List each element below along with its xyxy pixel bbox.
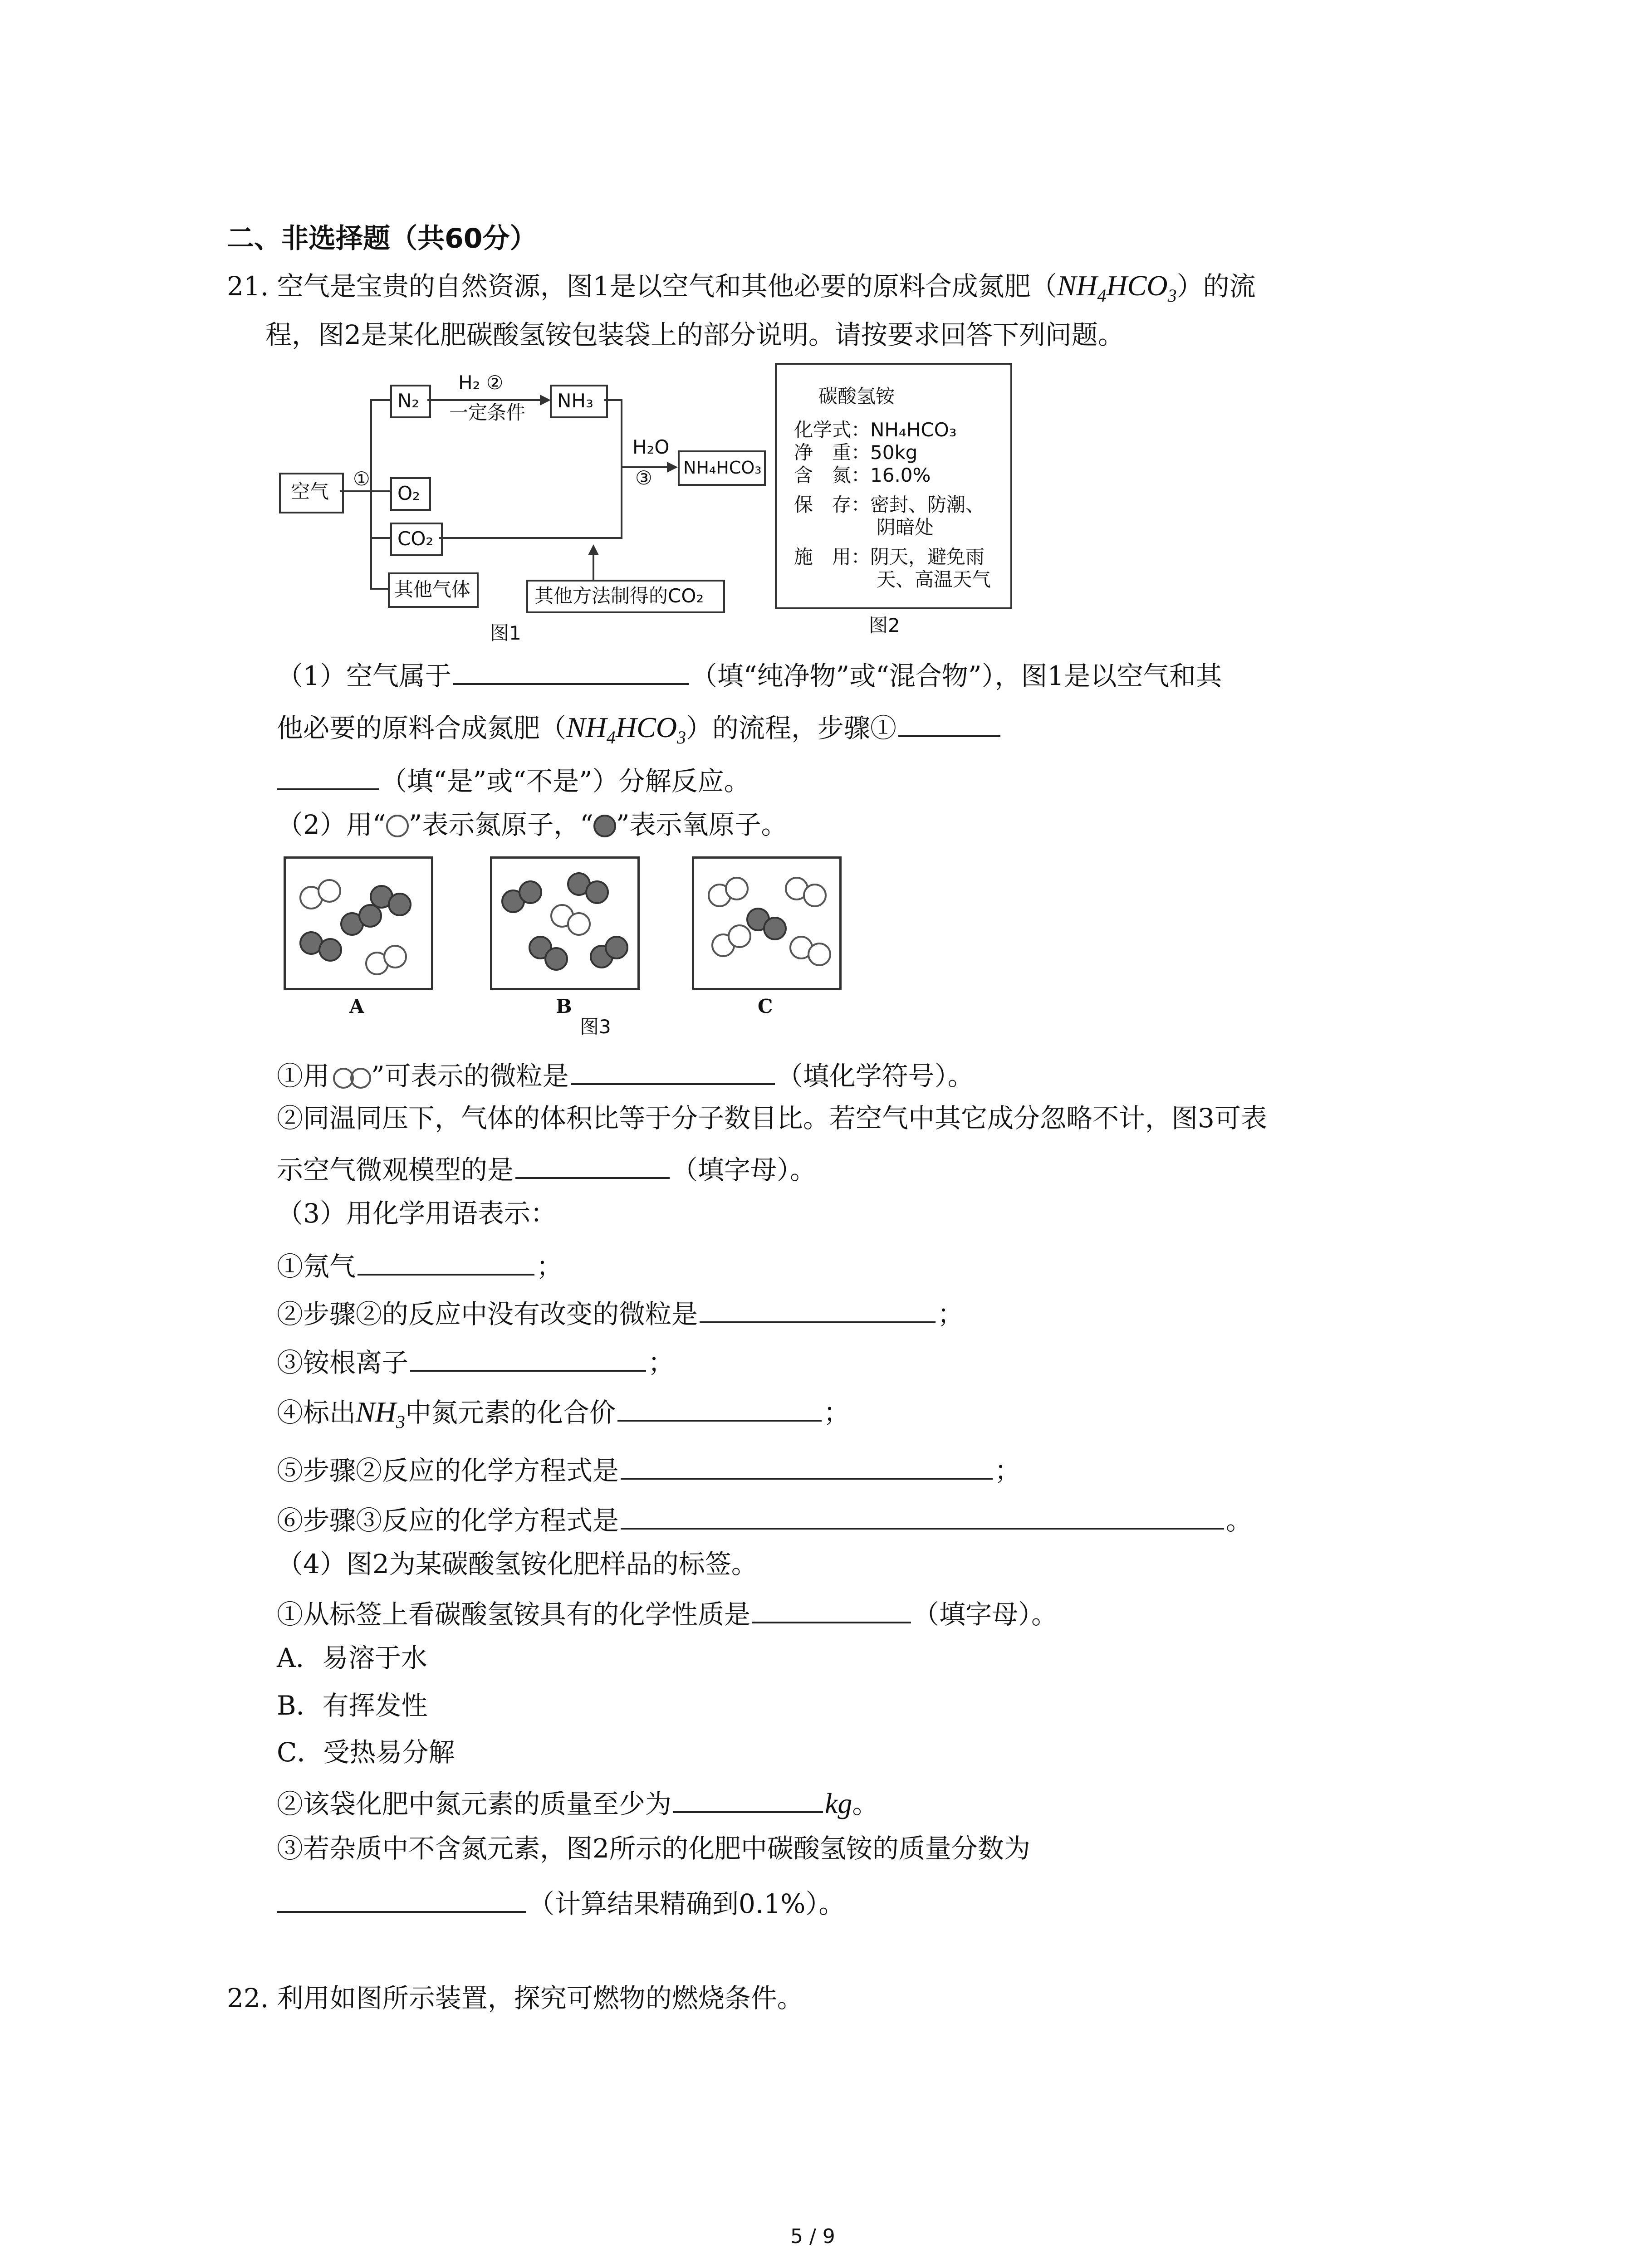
node-air: 空气 <box>279 473 344 513</box>
node-other-co2: 其他方法制得的CO₂ <box>526 580 725 613</box>
label-storage-1: 保 存：密封、防潮、 <box>794 494 985 516</box>
part-4-q3-line2: （计算结果精确到0.1%）。 <box>277 1885 845 1920</box>
answer-blank-11[interactable] <box>752 1595 911 1623</box>
model-b-label: B <box>556 995 572 1017</box>
part-3-q4: ④标出$NH_3$中氮元素的化合价 ； <box>277 1393 850 1438</box>
label-weight: 净 重：50kg <box>794 441 918 464</box>
answer-blank-2b[interactable] <box>277 762 379 790</box>
figure-3-caption: 图3 <box>580 1016 611 1038</box>
label-title: 碳酸氢铵 <box>818 385 895 407</box>
part-2-q2-line2: 示空气微观模型的是 （填字母）。 <box>277 1151 816 1186</box>
part-3-q2: ②步骤②的反应中没有改变的微粒是 ； <box>277 1295 964 1330</box>
question-21-intro-line2: 程，图2是某化肥碳酸氢铵包装袋上的部分说明。请按要求回答下列问题。 <box>265 319 1124 350</box>
section-title: 二、非选择题（共60分） <box>227 223 537 254</box>
model-a-box <box>284 856 433 990</box>
answer-blank-2a[interactable] <box>898 709 1000 737</box>
part-3-q3: ③铵根离子 ； <box>277 1344 674 1378</box>
node-nh3: NH₃ <box>550 385 608 418</box>
label-formula: 化学式：NH₄HCO₃ <box>794 419 957 441</box>
answer-blank-5[interactable] <box>358 1247 534 1276</box>
figure-1-caption: 图1 <box>490 622 521 644</box>
part-3-q1: ①氖气 ； <box>277 1247 563 1282</box>
node-co2: CO₂ <box>390 523 443 556</box>
part-2-line1: （2）用“ ”表示氮原子，“ ”表示氧原子。 <box>277 809 788 840</box>
model-a-label: A <box>349 995 364 1017</box>
part-1-line2: 他必要的原料合成氮肥$(NH_4HCO_3)$的流程，步骤① <box>277 709 1002 753</box>
step-1-label: ① <box>353 468 370 490</box>
question-number: 22. <box>227 1983 269 2014</box>
model-b-box <box>490 856 640 990</box>
question-number: 21. <box>227 271 269 302</box>
question-21-intro-line1: 21. 空气是宝贵的自然资源，图1是以空气和其他必要的原料合成氮肥$(NH_4HCO_3)$的流 <box>227 269 1256 306</box>
part-3-q6: ⑥步骤③反应的化学方程式是 。 <box>277 1501 1252 1536</box>
answer-blank-6[interactable] <box>700 1295 936 1323</box>
answer-blank-10[interactable] <box>621 1501 1224 1530</box>
h2o-label: H₂O <box>632 436 670 458</box>
page-number: 5 / 9 <box>790 2225 835 2248</box>
condition-label: 一定条件 <box>449 401 526 424</box>
part-2-q2-line1: ②同温同压下，气体的体积比等于分子数目比。若空气中其它成分忽略不计，图3可表 <box>277 1103 1267 1134</box>
part-3-title: （3）用化学用语表示： <box>277 1198 557 1229</box>
question-22: 22. 利用如图所示装置，探究可燃物的燃烧条件。 <box>227 1983 803 2014</box>
answer-blank-3[interactable] <box>571 1057 775 1085</box>
part-2-q1: ①用 ”可表示的微粒是 （填化学符号）。 <box>277 1057 974 1092</box>
model-c-label: C <box>758 995 773 1017</box>
answer-blank-1[interactable] <box>453 657 689 685</box>
part-4-q3-line1: ③若杂质中不含氮元素，图2所示的化肥中碳酸氢铵的质量分数为 <box>277 1833 1030 1864</box>
part-4-title: （4）图2为某碳酸氢铵化肥样品的标签。 <box>277 1549 758 1579</box>
answer-blank-12[interactable] <box>673 1785 823 1813</box>
step-3-label: ③ <box>635 467 652 489</box>
label-storage-2: 阴暗处 <box>877 516 934 538</box>
option-c[interactable]: C．受热易分解 <box>277 1737 455 1768</box>
nitrogen-atom-icon <box>386 815 409 837</box>
model-c-box <box>692 856 842 990</box>
answer-blank-13[interactable] <box>277 1885 526 1913</box>
node-nh4hco3: NH₄HCO₃ <box>678 450 766 486</box>
option-a[interactable]: A．易溶于水 <box>277 1642 427 1673</box>
answer-blank-8[interactable] <box>617 1393 822 1422</box>
option-b[interactable]: B．有挥发性 <box>277 1690 428 1721</box>
fertilizer-label-box <box>775 363 1012 609</box>
part-1-line3: （填“是”或“不是”）分解反应。 <box>277 762 750 797</box>
part-4-q2: ②该袋化肥中氮元素的质量至少为 kg。 <box>277 1785 878 1820</box>
formula-nh4hco3: $NH_4HCO_3$ <box>1057 269 1177 306</box>
answer-blank-7[interactable] <box>410 1344 646 1372</box>
formula-nh4hco3-2: $NH_4HCO_3$ <box>566 711 686 748</box>
node-o2: O₂ <box>390 477 431 511</box>
label-nitrogen: 含 氮：16.0% <box>794 464 931 486</box>
oxygen-atom-icon <box>593 815 616 837</box>
part-3-q5: ⑤步骤②反应的化学方程式是 ； <box>277 1452 1021 1486</box>
label-usage-1: 施 用：阴天，避免雨 <box>794 546 985 568</box>
node-other-gas: 其他气体 <box>388 572 479 608</box>
node-n2: N₂ <box>390 385 431 418</box>
figure-2-caption: 图2 <box>869 614 900 636</box>
part-1-line1: （1）空气属于 （填“纯净物”或“混合物”），图1是以空气和其 <box>277 657 1222 692</box>
answer-blank-4[interactable] <box>515 1151 670 1179</box>
nitrogen-atom-icon <box>350 1068 371 1089</box>
formula-nh3: $NH_3$ <box>356 1396 405 1432</box>
label-usage-2: 天、高温天气 <box>877 568 991 591</box>
answer-blank-9[interactable] <box>621 1452 993 1480</box>
part-4-q1: ①从标签上看碳酸氢铵具有的化学性质是 （填字母）。 <box>277 1595 1058 1630</box>
h2-step-2-label: H₂ ② <box>458 371 504 394</box>
